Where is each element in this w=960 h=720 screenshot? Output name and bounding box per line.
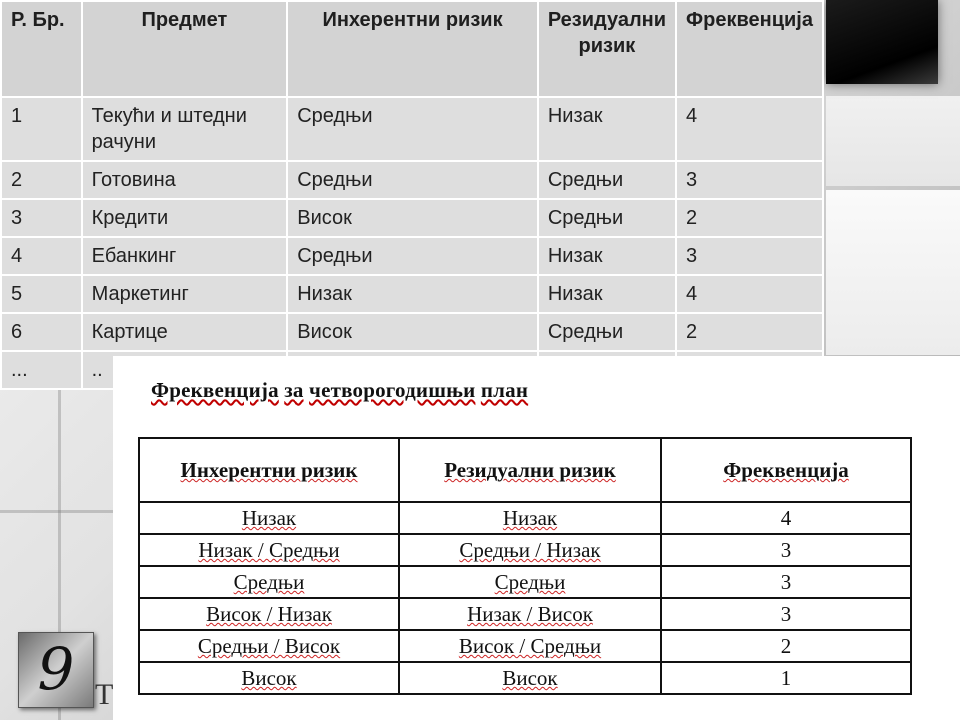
cell: Картице [82,313,288,351]
cell: 3 [676,161,823,199]
table-row [1,97,823,161]
cell: 2 [661,630,911,662]
cell: 5 [1,275,82,313]
cell: Висок [287,313,538,351]
cell: Текући и штедни рачуни [82,97,288,161]
cell: 4 [676,97,823,161]
cell: 2 [676,199,823,237]
cell: 3 [676,237,823,275]
cell [399,662,661,694]
cell [399,630,661,662]
cell: 4 [1,237,82,275]
cell-text: Низак / Висок [467,602,593,626]
table-row [139,502,911,534]
table-row [139,662,911,694]
cell: Средњи [287,237,538,275]
cell [139,502,399,534]
cell [399,502,661,534]
table-row [1,161,823,199]
cell: 4 [661,502,911,534]
cell [399,534,661,566]
cell [399,598,661,630]
header-label: Инхерентни ризик [180,458,358,482]
cell: Кредити [82,199,288,237]
cell: 4 [676,275,823,313]
background-panel [826,96,960,186]
background-panel [826,190,960,355]
cell: Низак [538,275,676,313]
cell-text: Средњи [233,570,305,594]
cell: 1 [1,97,82,161]
cell: Ебанкинг [82,237,288,275]
col-header-frequency: Фреквенција [676,1,823,97]
cell [139,566,399,598]
cell: Средњи [538,199,676,237]
cell [399,566,661,598]
col-header-residual-risk: Резидуални ризик [538,1,676,97]
cell-text: Низак [502,506,558,530]
cell: 3 [661,566,911,598]
header-label: Фреквенција [723,458,849,482]
cell-text: Висок / Средњи [458,634,602,658]
cell: 1 [661,662,911,694]
cell: Маркетинг [82,275,288,313]
cell-text: Висок [241,666,297,690]
cell: Средњи [538,313,676,351]
cell: Средњи [287,97,538,161]
cell-text: Висок / Низак [206,602,332,626]
table-row [139,534,911,566]
risk-table [0,0,824,390]
title-word: четворогодишњи [309,378,476,402]
logo-icon: 9 [18,632,94,708]
cell: Средњи [538,161,676,199]
header-label: Резидуални ризик [444,458,616,482]
cell: .. [82,351,288,389]
cell-text: Средњи / Висок [197,634,341,658]
cell [139,534,399,566]
partial-text: T [95,678,114,711]
table-row [139,630,911,662]
cell [139,630,399,662]
cell: Низак [538,97,676,161]
cell: 3 [661,534,911,566]
table-row [139,566,911,598]
cell [139,598,399,630]
col-header-residual-risk [399,438,661,502]
cell-text: Средњи [494,570,566,594]
cell: 3 [661,598,911,630]
title-word: план [480,378,529,402]
cell: Готовина [82,161,288,199]
col-header-frequency [661,438,911,502]
table-row [1,199,823,237]
cell: Висок [287,199,538,237]
title-word: за [284,378,304,402]
header-row [139,438,911,502]
col-header-subject: Предмет [82,1,288,97]
cell: 6 [1,313,82,351]
cell: Низак [287,275,538,313]
col-header-inherent-risk: Инхерентни ризик [287,1,538,97]
table-row [139,598,911,630]
cell-text: Низак / Средњи [198,538,340,562]
document-title [151,378,528,403]
table-row [1,237,823,275]
table-row [1,313,823,351]
cell: 3 [1,199,82,237]
col-header-inherent-risk [139,438,399,502]
header-row [1,1,823,97]
cell: ... [1,351,82,389]
cell [139,662,399,694]
cell: 2 [1,161,82,199]
frequency-table [138,437,912,695]
cell: Низак [538,237,676,275]
inset-document [113,356,960,720]
cell: 2 [676,313,823,351]
cell-text: Средњи / Низак [459,538,601,562]
cell-text: Висок [502,666,558,690]
table-row [1,275,823,313]
cell-text: Низак [241,506,297,530]
col-header-number: Р. Бр. [1,1,82,97]
dark-panel [826,0,938,84]
title-word: Фреквенција [151,378,279,402]
cell: Средњи [287,161,538,199]
